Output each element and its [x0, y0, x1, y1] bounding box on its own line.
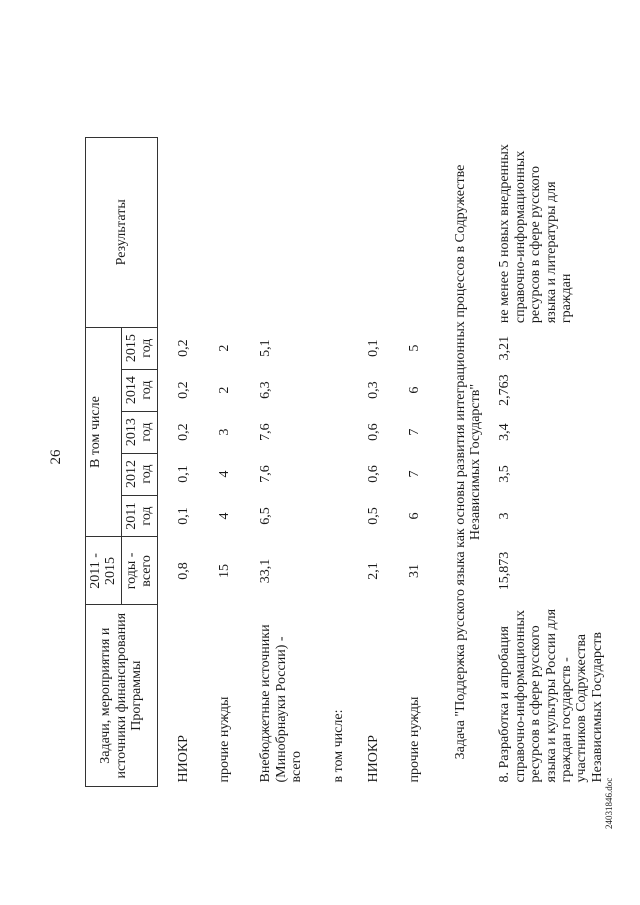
row-result	[240, 138, 312, 328]
header-results: Результаты	[86, 138, 158, 328]
row-result	[157, 138, 199, 328]
page-number: 26	[48, 449, 64, 465]
row-result	[199, 138, 240, 328]
row-total: 33,1	[258, 558, 274, 584]
row-value: 4	[216, 512, 232, 520]
table-row	[157, 138, 199, 787]
row-value: 0,2	[175, 381, 191, 399]
row-total: 15,873	[497, 551, 513, 591]
row-result: не менее 5 новых внедренных справочно-информационных ресурсов в сфере русского языка и литературы для граждан	[497, 144, 575, 324]
row-label: НИОКР	[365, 735, 381, 783]
row-value: 6	[407, 512, 423, 520]
header-task: Задачи, мероприятия и источники финансирования Программы	[86, 605, 158, 787]
row-value: 3,5	[497, 465, 513, 483]
row-value: 3	[497, 512, 513, 520]
table-row	[348, 138, 389, 787]
row-result	[389, 138, 430, 328]
row-value: 7,6	[258, 465, 274, 483]
table-row	[199, 138, 240, 787]
row-total: 31	[407, 563, 423, 578]
row-value: 0,1	[175, 507, 191, 525]
section-heading-row	[431, 138, 496, 787]
row-value: 7	[407, 428, 423, 436]
header-incl: В том числе	[86, 327, 122, 537]
table-row	[313, 138, 348, 787]
footer-filename: 24031846.doc	[604, 777, 614, 829]
row-value: 2	[216, 386, 232, 394]
row-value: 3	[216, 428, 232, 436]
row-label: прочие нужды	[407, 696, 423, 783]
row-value: 0,2	[175, 339, 191, 357]
table-row	[495, 138, 607, 787]
header-total: годы - всего	[121, 537, 157, 605]
row-value: 0,1	[365, 339, 381, 357]
header-year-2011: 2011 год	[121, 495, 157, 537]
row-value: 2	[216, 344, 232, 352]
row-label: 8. Разработка и апробация справочно-информационных ресурсов в сфере русского языка и культуры России для граждан государств - участников Содружества Независимых Государств	[497, 608, 605, 783]
row-value: 7	[407, 470, 423, 478]
row-label: в том числе:	[330, 709, 346, 783]
row-label: НИОКР	[175, 735, 191, 783]
row-value: 6,3	[258, 381, 274, 399]
table-row	[240, 138, 312, 787]
header-year-2015: 2015 год	[121, 327, 157, 369]
row-value: 2,763	[497, 374, 513, 406]
program-table	[85, 137, 607, 787]
row-value: 0,3	[365, 381, 381, 399]
row-value: 0,5	[365, 507, 381, 525]
row-value: 5,1	[258, 339, 274, 357]
header-year-2012: 2012 год	[121, 453, 157, 495]
row-total: 0,8	[175, 562, 191, 580]
row-value: 0,6	[365, 423, 381, 441]
section-heading: Задача "Поддержка русского языка как основы развития интеграционных процессов в Содружестве Независимых Государств"	[452, 164, 484, 760]
row-value: 0,6	[365, 465, 381, 483]
header-period: 2011 - 2015	[86, 537, 122, 605]
row-value: 6,5	[258, 507, 274, 525]
row-value: 0,1	[175, 465, 191, 483]
row-value: 5	[407, 344, 423, 352]
header-year-2014: 2014 год	[121, 369, 157, 411]
row-value: 3,21	[497, 335, 513, 361]
table-row	[389, 138, 430, 787]
row-result	[348, 138, 389, 328]
header-year-2013: 2013 год	[121, 411, 157, 453]
row-value: 4	[216, 470, 232, 478]
row-label: прочие нужды	[216, 696, 232, 783]
row-value: 0,2	[175, 423, 191, 441]
row-value: 6	[407, 386, 423, 394]
row-value: 3,4	[497, 423, 513, 441]
row-total: 15	[216, 563, 232, 578]
row-label: Внебюджетные источники (Минобрнауки России) - всего	[258, 624, 305, 783]
row-value: 7,6	[258, 423, 274, 441]
row-total: 2,1	[365, 562, 381, 580]
